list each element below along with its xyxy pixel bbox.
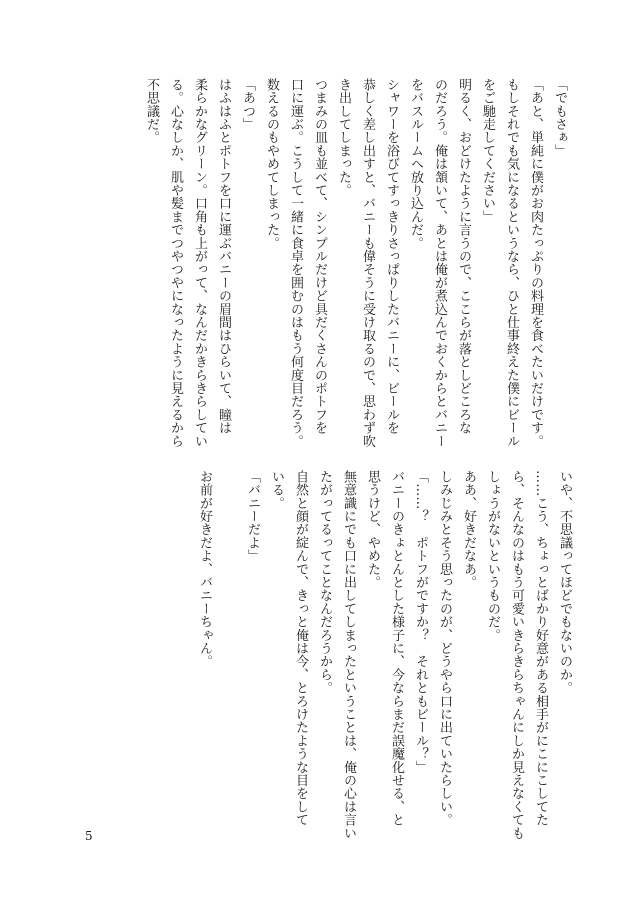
text-line: き出してしまった。 [336, 78, 351, 197]
text-line: 「……？ ポトフがですか？ それともビール？」 [413, 470, 428, 774]
text-line: はふはふとポトフを口に運ぶバニーの眉間はひらいて、瞳は [216, 78, 231, 435]
text-line: 「バニーだよ」 [245, 470, 260, 563]
text-line: をバスルームへ放り込んだ。 [408, 78, 423, 250]
text-line: 思うけど、やめた。 [365, 470, 380, 589]
text-line: ……こう、ちょっとばかり好意がある相手がにこにこしてた [533, 470, 548, 827]
text-line: しみじみとそう思ったのが、どうやら口に出ていたらしい。 [437, 470, 452, 827]
text-line: いる。 [269, 470, 284, 510]
text-line: る。心なしか、肌や髪までつやつやになったように見えるから [168, 78, 183, 448]
text-line: 無意識にでも口に出してしまったということは、俺の心は言い [341, 470, 356, 840]
blank-line [216, 470, 240, 815]
text-line: 数えるのもやめてしまった。 [264, 78, 279, 250]
text-line: 「あつ」 [240, 78, 255, 131]
text-line: つまみの皿も並べて、シンプルだけど具だくさんのポトフを [312, 78, 327, 435]
text-line: のだろう。俺は頷いて、あとは俺が煮込んでおくからとバニー [432, 78, 447, 448]
text-line: をご馳走してください」 [480, 78, 495, 224]
text-line: 自然と顔が綻んで、きっと俺は今、とろけたような目をして [293, 470, 308, 827]
text-line: 明るく、おどけたように言うので、ここらが落としどころな [456, 78, 471, 435]
text-block-bottom [192, 470, 576, 840]
text-line: 恭しく差し出すと、バニーも偉そうに受け取るので、思わず吹 [360, 78, 375, 448]
text-block-top [139, 78, 571, 448]
text-line: たがってるってことなんだろうから。 [317, 470, 332, 695]
text-line: ら、そんなのはもう可愛いきらきらちゃんにしか見えなくても [509, 470, 524, 840]
text-line: しょうがないというものだ。 [485, 470, 500, 642]
text-line: 不思議だ。 [144, 78, 159, 144]
text-line: シャワーを浴びてすっきりさっぱりしたバニーに、ビールを [384, 78, 399, 435]
text-line: お前が好きだよ、バニーちゃん。 [197, 470, 212, 668]
text-line: 柔らかなグリーン。口角も上がって、なんだかきらきらしてい [192, 78, 207, 448]
page-number: 5 [85, 829, 93, 843]
text-line: ああ、好きだなあ。 [461, 470, 476, 589]
text-line: 口に運ぶ。こうして一緒に食卓を囲むのはもう何度目だろう。 [288, 78, 303, 448]
text-line: 「あと、単純に僕がお肉たっぷりの料理を食べたいだけです。 [528, 78, 543, 448]
text-line: もしそれでも気になるというなら、ひと仕事終えた僕にビール [504, 78, 519, 448]
text-line: いや、不思議ってほどでもないのか。 [557, 470, 572, 695]
text-line: バニーのきょとんとした様子に、今ならまだ誤魔化せる、と [389, 470, 404, 827]
text-line: 「でもさぁ」 [552, 78, 567, 158]
